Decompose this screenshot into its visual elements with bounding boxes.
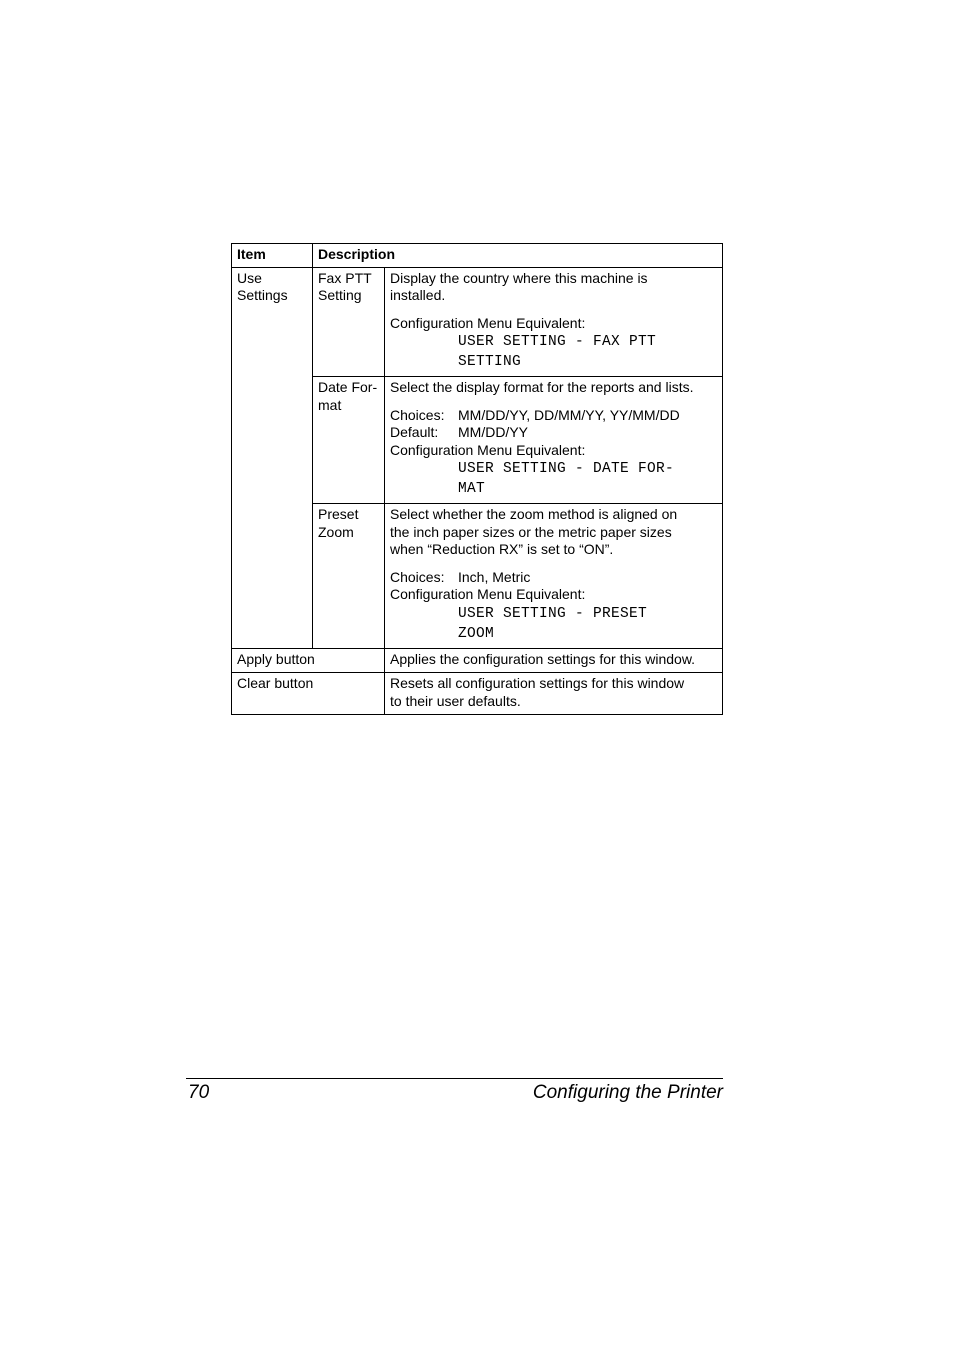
clear-button-desc-line2: to their user defaults. [390, 692, 521, 709]
apply-button-description: Applies the configuration settings for this window. [385, 648, 723, 673]
preset-zoom-choices-key: Choices: [390, 568, 445, 585]
date-format-default-key: Default: [390, 424, 439, 440]
apply-button-label: Apply button [232, 648, 385, 673]
fax-ptt-menu-line2: SETTING [458, 354, 522, 370]
date-format-menu-line2: MAT [458, 481, 486, 497]
date-format-choices [390, 407, 718, 425]
page-number: 70 [188, 1082, 210, 1103]
date-format-desc-line1: Select the display format for the reports and lists. [390, 379, 694, 395]
fax-ptt-label-line1: Fax PTT [318, 269, 372, 286]
fax-ptt-description [385, 267, 723, 377]
preset-zoom-choices-value: Inch, Metric [458, 568, 531, 585]
preset-zoom-desc-line1: Select whether the zoom method is aligned on [390, 506, 678, 522]
clear-button-desc-line1: Resets all configuration settings for this window [390, 675, 685, 691]
date-format-choices-value: MM/DD/YY, DD/MM/YY, YY/MM/DD [458, 406, 680, 423]
date-format-choices-key: Choices: [390, 406, 445, 423]
date-format-label-line1: Date For- [318, 379, 378, 395]
preset-zoom-choices [390, 569, 718, 587]
date-format-default [390, 424, 718, 442]
date-format-label [313, 377, 385, 504]
preset-zoom-description [385, 504, 723, 649]
footer-divider [186, 1078, 723, 1079]
preset-zoom-config-label: Configuration Menu Equivalent: [390, 586, 586, 602]
clear-button-label: Clear button [232, 673, 385, 715]
fax-ptt-label-line2: Setting [318, 287, 362, 303]
preset-zoom-menu-line1: USER SETTING - PRESET [458, 605, 648, 622]
fax-ptt-desc-line1: Display the country where this machine is [390, 269, 648, 286]
date-format-config-label: Configuration Menu Equivalent: [390, 441, 586, 458]
fax-ptt-desc-line2: installed. [390, 287, 446, 303]
table-header-row [232, 244, 723, 268]
date-format-default-value: MM/DD/YY [458, 424, 528, 440]
table-row-clear-button [232, 673, 723, 715]
date-format-menu-line1: USER SETTING - DATE FOR- [458, 461, 675, 477]
fax-ptt-menu-line1: USER SETTING - FAX PTT [458, 334, 657, 350]
header-description: Description [313, 244, 723, 268]
settings-table [231, 243, 723, 715]
preset-zoom-label-line2: Zoom [318, 523, 354, 540]
header-item: Item [232, 244, 313, 268]
chapter-title: Configuring the Printer [532, 1082, 723, 1103]
table-row-fax-ptt [232, 267, 723, 377]
clear-button-description [385, 673, 723, 715]
preset-zoom-desc-line2: the inch paper sizes or the metric paper sizes [390, 523, 672, 540]
preset-zoom-label [313, 504, 385, 649]
preset-zoom-menu-line2: ZOOM [458, 625, 495, 642]
date-format-label-line2: mat [318, 396, 342, 413]
preset-zoom-desc-line3: when “Reduction RX” is set to “ON”. [390, 541, 614, 557]
fax-ptt-config-label: Configuration Menu Equivalent: [390, 314, 586, 331]
fax-ptt-label [313, 267, 385, 377]
preset-zoom-label-line1: Preset [318, 506, 359, 522]
table-row-apply-button [232, 648, 723, 673]
date-format-description [385, 377, 723, 504]
use-settings-label: Use Settings [232, 267, 313, 648]
